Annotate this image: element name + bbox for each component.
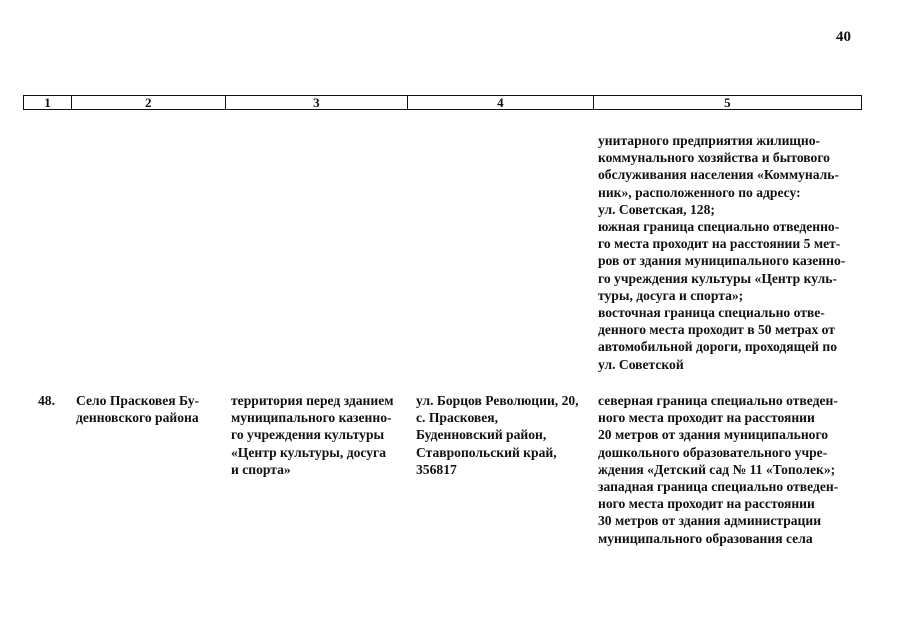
text-line: денного места проходит в 50 метрах от xyxy=(598,322,835,338)
text-line: западная граница специально отведен- xyxy=(598,479,839,495)
text-line: Село Прасковея Бу- xyxy=(76,393,200,408)
text-line: унитарного предприятия жилищно- xyxy=(598,133,821,148)
text-line: го места проходит на расстоянии 5 мет- xyxy=(598,236,841,252)
text-line: ул. Борцов Революции, 20, xyxy=(416,393,579,408)
text-line: го учреждения культуры «Центр куль- xyxy=(598,270,838,286)
text-line: ник», расположенного по адресу: xyxy=(598,184,801,200)
row-number: 48. xyxy=(38,393,55,408)
table-header-row xyxy=(23,95,862,110)
text-line: 20 метров от здания муниципального xyxy=(598,427,829,443)
territory-cell xyxy=(231,392,407,478)
text-line: коммунального хозяйства и бытового xyxy=(598,150,830,166)
continued-borders-cell xyxy=(598,132,857,373)
text-line: 356817 xyxy=(416,461,457,477)
text-line: южная граница специально отведенно- xyxy=(598,219,840,235)
text-line: ждения «Детский сад № 11 «Тополек»; xyxy=(598,461,836,477)
text-line: обслуживания населения «Коммуналь- xyxy=(598,167,839,183)
text-line: Ставропольский край, xyxy=(416,444,557,460)
column-header-1: 1 xyxy=(24,96,72,109)
page-number: 40 xyxy=(836,29,851,45)
text-line: ул. Советской xyxy=(598,356,684,372)
text-line: «Центр культуры, досуга xyxy=(231,444,386,460)
column-header-2: 2 xyxy=(72,96,226,109)
text-line: и спорта» xyxy=(231,461,291,477)
text-line: туры, досуга и спорта»; xyxy=(598,287,744,303)
text-line: 30 метров от здания администрации xyxy=(598,513,822,529)
text-line: с. Прасковея, xyxy=(416,410,499,426)
text-line: муниципального образования села xyxy=(598,530,813,546)
text-line: восточная граница специально отве- xyxy=(598,305,825,321)
text-line: ного места проходит на расстоянии xyxy=(598,496,815,512)
text-line: го учреждения культуры xyxy=(231,427,385,443)
address-cell xyxy=(416,392,591,478)
text-line: Буденновский район, xyxy=(416,427,547,443)
settlement-cell xyxy=(76,392,221,426)
text-line: дошкольного образовательного учре- xyxy=(598,444,828,460)
borders-cell xyxy=(598,392,857,547)
text-line: ров от здания муниципального казенно- xyxy=(598,253,846,269)
text-line: ного места проходит на расстоянии xyxy=(598,410,815,426)
text-line: северная граница специально отведен- xyxy=(598,393,838,408)
column-header-4: 4 xyxy=(408,96,594,109)
text-line: территория перед зданием xyxy=(231,393,394,408)
text-line: автомобильной дороги, проходящей по xyxy=(598,339,837,355)
text-line: муниципального казенно- xyxy=(231,410,392,426)
column-header-5: 5 xyxy=(724,95,731,110)
text-line: ул. Советская, 128; xyxy=(598,201,715,217)
text-line: денновского района xyxy=(76,410,199,426)
column-header-3: 3 xyxy=(226,96,409,109)
